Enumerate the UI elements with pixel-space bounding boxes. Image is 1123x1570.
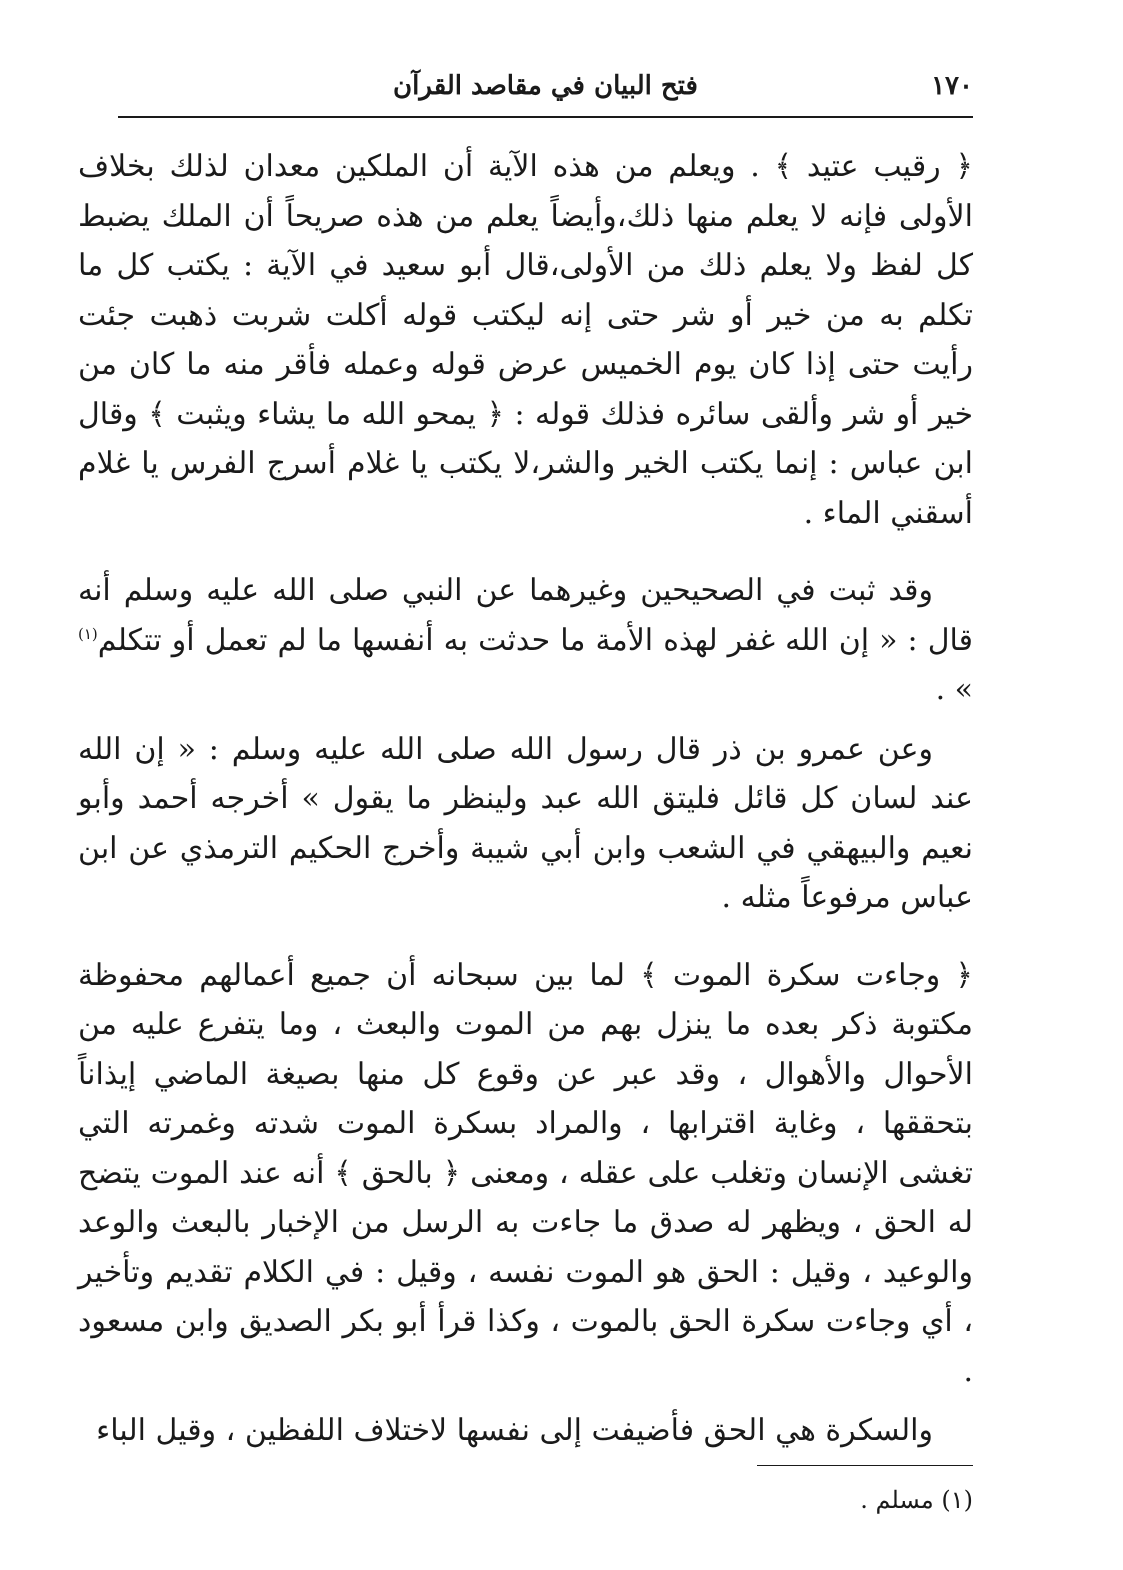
paragraph-3: وعن عمرو بن ذر قال رسول الله صلى الله عليه وسلم : « إن الله عند لسان كل قائل فليتق الله عبد ولينظر ما يقول » أخرجه أحمد وأبو نعيم والبيهقي في الشعب وابن أبي شيبة وأخرج الحكيم الترمذي عن ابن عباس مرفوعاً مثله . — [78, 731, 973, 915]
paragraph-2 — [78, 566, 973, 715]
page-header — [118, 66, 973, 110]
paragraph-1: ﴿ رقيب عتيد ﴾ . ويعلم من هذه الآية أن الملكين معدان لذلك بخلاف الأولى فإنه لا يعلم منها ذلك،وأيضاً يعلم من هذه صريحاً أن الملك يضبط كل لفظ ولا يعلم ذلك من الأولى،قال أبو سعيد في الآية : يكتب كل ما تكلم به من خير أو شر حتى إنه ليكتب قوله أكلت شربت ذهبت جئت رأيت حتى إذا كان يوم الخميس عرض قوله وعمله فأقر منه ما كان من خير أو شر وألقى سائره فذلك قوله : ﴿ يمحو الله ما يشاء ويثبت ﴾ وقال ابن عباس : إنما يكتب الخير والشر،لا يكتب يا غلام أسرج الفرس يا غلام أسقني الماء . — [78, 149, 973, 531]
main-text — [78, 142, 973, 1456]
paragraph-2-text: وقد ثبت في الصحيحين وغيرهما عن النبي صلى الله عليه وسلم أنه قال : « إن الله غفر لهذه الأمة ما حدثت به أنفسها ما لم تعمل أو تتكلم — [78, 573, 973, 658]
footnote-rule — [757, 1465, 973, 1466]
page-number: ١٧٠ — [931, 71, 973, 101]
paragraph-5: والسكرة هي الحق فأضيفت إلى نفسها لاختلاف اللفظين ، وقيل الباء — [96, 1413, 933, 1448]
paragraph-2-end: » . — [935, 672, 973, 707]
paragraph-4: ﴿ وجاءت سكرة الموت ﴾ لما بين سبحانه أن جميع أعمالهم محفوظة مكتوبة ذكر بعده ما ينزل بهم من الموت والبعث ، وما يتفرع عليه من الأحوال والأهوال ، وقد عبر عن وقوع كل منها بصيغة الماضي إيذاناً بتحققها ، وغاية اقترابها ، والمراد بسكرة الموت شدته وغمرته التي تغشى الإنسان وتغلب على عقله ، ومعنى ﴿ بالحق ﴾ أنه عند الموت يتضح له الحق ، ويظهر له صدق ما جاءت به الرسل من الإخبار بالبعث والوعد والوعيد ، وقيل : الحق هو الموت نفسه ، وقيل : في الكلام تقديم وتأخير ، أي وجاءت سكرة الحق بالموت ، وكذا قرأ أبو بكر الصديق وابن مسعود . — [78, 957, 973, 1389]
footnote-reference: (١) — [78, 624, 98, 643]
header-rule — [118, 116, 973, 118]
footnote: (١) مسلم . — [860, 1486, 973, 1514]
running-title: فتح البيان في مقاصد القرآن — [393, 71, 698, 101]
